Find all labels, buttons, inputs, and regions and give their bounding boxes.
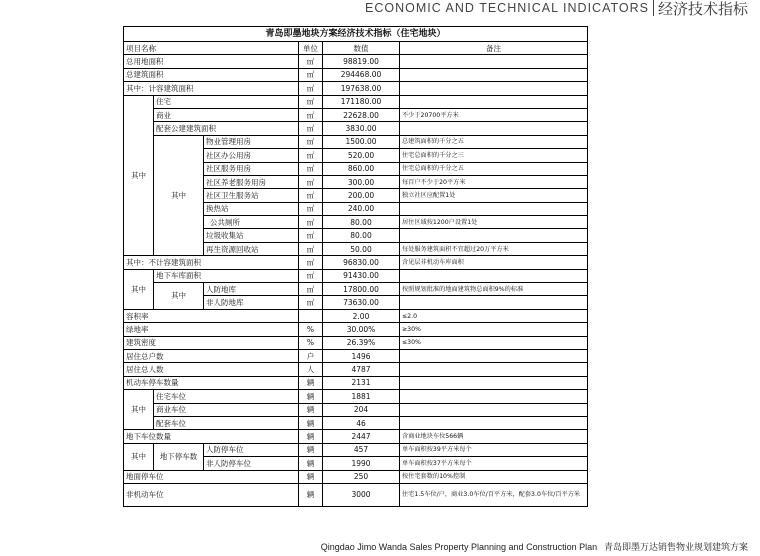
row-value: 457 (323, 443, 400, 456)
row-label: 商业 (154, 108, 299, 121)
row-value: 80.00 (323, 229, 400, 242)
table-header-row (124, 42, 588, 55)
row-value: 73630.00 (323, 296, 400, 309)
row-label: 总建筑面积 (124, 68, 299, 81)
row-label: 社区卫生服务站 (204, 189, 299, 202)
row-unit: ㎡ (299, 82, 323, 95)
row-unit: 辆 (299, 403, 323, 416)
row-value: 26.39% (323, 336, 400, 349)
row-note (400, 349, 588, 362)
row-note (400, 363, 588, 376)
row-unit: ㎡ (299, 162, 323, 175)
row-unit: 辆 (299, 483, 323, 506)
row-unit: ㎡ (299, 55, 323, 68)
table-row (124, 483, 588, 506)
row-value: 50.00 (323, 242, 400, 255)
row-label: 其中：计容建筑面积 (124, 82, 299, 95)
row-label: 配套车位 (154, 416, 299, 429)
row-note (400, 122, 588, 135)
table-row (124, 68, 588, 81)
row-note: 住宅总面积的千分之五 (400, 162, 588, 175)
row-value: 1500.00 (323, 135, 400, 148)
table-row (124, 323, 588, 336)
row-value: 2447 (323, 430, 400, 443)
row-note (400, 296, 588, 309)
row-value: 80.00 (323, 216, 400, 229)
indicators-table (123, 26, 588, 507)
subgroup-label-qizhong: 其中 (154, 283, 204, 310)
row-label: 配套公建建筑面积 (154, 122, 299, 135)
row-note (400, 269, 588, 282)
row-unit: ㎡ (299, 242, 323, 255)
header-item: 项目名称 (124, 42, 299, 55)
row-label: 社区养老服务用房 (204, 175, 299, 188)
table-row (124, 390, 588, 403)
row-note: 住宅总面积的千分之三 (400, 149, 588, 162)
table-title-row (124, 27, 588, 42)
row-note (400, 376, 588, 389)
table-row (124, 122, 588, 135)
row-label: 地下车位数量 (124, 430, 299, 443)
row-unit: 辆 (299, 443, 323, 456)
row-label: 居住总户数 (124, 349, 299, 362)
row-value: 171180.00 (323, 95, 400, 108)
header-title-cn: 经济技术指标 (657, 0, 748, 18)
header-value: 数值 (323, 42, 400, 55)
row-unit: 辆 (299, 376, 323, 389)
table-row (124, 430, 588, 443)
table-row (124, 256, 588, 269)
page-footer (321, 540, 748, 553)
row-label: 换热站 (204, 202, 299, 215)
row-unit: 户 (299, 349, 323, 362)
row-value: 860.00 (323, 162, 400, 175)
table-row (124, 135, 588, 148)
row-label: 住宅车位 (154, 390, 299, 403)
table-row (124, 349, 588, 362)
header-divider (653, 0, 654, 16)
row-value: 3000 (323, 483, 400, 506)
row-unit: 辆 (299, 457, 323, 470)
row-label: 非人防地库 (204, 296, 299, 309)
row-value: 520.00 (323, 149, 400, 162)
row-note: 单车面积按39平方米每个 (400, 443, 588, 456)
row-value: 30.00% (323, 323, 400, 336)
footer-text-cn: 青岛即墨万达销售物业规划建筑方案 (603, 543, 748, 553)
row-value: 22628.00 (323, 108, 400, 121)
row-unit: ㎡ (299, 175, 323, 188)
row-value: 204 (323, 403, 400, 416)
table-row (124, 363, 588, 376)
row-value: 3830.00 (323, 122, 400, 135)
row-label: 商业车位 (154, 403, 299, 416)
row-label: 公共厕所 (204, 216, 299, 229)
row-value: 46 (323, 416, 400, 429)
row-label: 总用地面积 (124, 55, 299, 68)
page-header (365, 0, 748, 18)
row-unit: 辆 (299, 416, 323, 429)
row-label: 绿地率 (124, 323, 299, 336)
row-note (400, 82, 588, 95)
row-label: 非人防停车位 (204, 457, 299, 470)
table-row (124, 470, 588, 483)
row-label: 社区办公用房 (204, 149, 299, 162)
row-label: 非机动车位 (124, 483, 299, 506)
row-note: ≤2.0 (400, 309, 588, 322)
table-row (124, 283, 588, 296)
row-note (400, 55, 588, 68)
row-label: 物业管理用房 (204, 135, 299, 148)
row-value: 294468.00 (323, 68, 400, 81)
row-unit: ㎡ (299, 202, 323, 215)
row-note (400, 95, 588, 108)
table-row (124, 336, 588, 349)
row-note: 每处服务建筑面积不宜超过20万平方米 (400, 242, 588, 255)
row-label: 地面停车位 (124, 470, 299, 483)
row-note (400, 202, 588, 215)
row-note: ≤30% (400, 336, 588, 349)
row-unit: 辆 (299, 470, 323, 483)
row-unit: % (299, 323, 323, 336)
row-value: 250 (323, 470, 400, 483)
table-row (124, 416, 588, 429)
table-row (124, 403, 588, 416)
row-note: ≥30% (400, 323, 588, 336)
row-unit: ㎡ (299, 122, 323, 135)
table-row (124, 95, 588, 108)
row-value: 2.00 (323, 309, 400, 322)
table-title: 青岛即墨地块方案经济技术指标（住宅地块） (124, 27, 588, 42)
row-unit: ㎡ (299, 216, 323, 229)
table-row (124, 108, 588, 121)
row-unit: 辆 (299, 430, 323, 443)
table-row (124, 443, 588, 456)
row-note (400, 229, 588, 242)
row-note: 独立社区应配置1处 (400, 189, 588, 202)
row-label: 建筑密度 (124, 336, 299, 349)
row-label: 居住总人数 (124, 363, 299, 376)
row-unit: ㎡ (299, 68, 323, 81)
row-unit: ㎡ (299, 269, 323, 282)
row-note: 居住区域按1200户设置1处 (400, 216, 588, 229)
row-unit: ㎡ (299, 95, 323, 108)
row-value: 197638.00 (323, 82, 400, 95)
subgroup-label-qizhong: 其中 (154, 135, 204, 256)
row-unit: ㎡ (299, 229, 323, 242)
row-note: 按住宅套数的10%控制 (400, 470, 588, 483)
row-note (400, 390, 588, 403)
row-note: 住宅1.5车位/户，商业3.0车位/百平方米，配套3.0车位/百平方米 (400, 483, 588, 506)
group-label-qizhong: 其中 (124, 443, 154, 470)
group-label-qizhong: 其中 (124, 390, 154, 430)
row-unit: 辆 (299, 390, 323, 403)
header-title-en: ECONOMIC AND TECHNICAL INDICATORS (365, 1, 649, 15)
row-value: 240.00 (323, 202, 400, 215)
row-value: 1881 (323, 390, 400, 403)
row-label: 社区服务用房 (204, 162, 299, 175)
table-row (124, 309, 588, 322)
row-unit: ㎡ (299, 296, 323, 309)
row-label: 机动车停车数量 (124, 376, 299, 389)
table-row (124, 55, 588, 68)
row-value: 2131 (323, 376, 400, 389)
row-note: 每百户不少于20平方米 (400, 175, 588, 188)
row-note (400, 403, 588, 416)
footer-text-en: Qingdao Jimo Wanda Sales Property Planning and Construction Plan (320, 542, 598, 552)
row-note: 含见层非机动车库面积 (400, 256, 588, 269)
row-value: 4787 (323, 363, 400, 376)
row-value: 200.00 (323, 189, 400, 202)
row-value: 1990 (323, 457, 400, 470)
row-unit (299, 309, 323, 322)
row-unit: ㎡ (299, 108, 323, 121)
header-note: 备注 (400, 42, 588, 55)
row-value: 17800.00 (323, 283, 400, 296)
row-value: 300.00 (323, 175, 400, 188)
row-note: 单车面积按37平方米每个 (400, 457, 588, 470)
row-unit: ㎡ (299, 135, 323, 148)
row-note: 不少于20700平方米 (400, 108, 588, 121)
row-value: 1496 (323, 349, 400, 362)
group-label-qizhong: 其中 (124, 269, 154, 309)
row-unit: ㎡ (299, 189, 323, 202)
row-label: 人防停车位 (204, 443, 299, 456)
table-row (124, 376, 588, 389)
row-label: 人防地库 (204, 283, 299, 296)
row-unit: ㎡ (299, 256, 323, 269)
table-row (124, 82, 588, 95)
row-value: 98819.00 (323, 55, 400, 68)
row-note: 按照规划批准的地面建筑物总面积9%的标准 (400, 283, 588, 296)
row-label: 容积率 (124, 309, 299, 322)
row-note (400, 416, 588, 429)
group-label-qizhong: 其中 (124, 95, 154, 256)
table-row (124, 269, 588, 282)
row-label: 地下车库面积 (154, 269, 299, 282)
row-unit: ㎡ (299, 149, 323, 162)
row-label: 其中：不计容建筑面积 (124, 256, 299, 269)
row-unit: % (299, 336, 323, 349)
row-value: 96830.00 (323, 256, 400, 269)
row-value: 91430.00 (323, 269, 400, 282)
row-label: 住宅 (154, 95, 299, 108)
subgroup-label-underground-parking: 地下停车数 (154, 443, 204, 470)
row-unit: ㎡ (299, 283, 323, 296)
row-note: 含商业地块车位566辆 (400, 430, 588, 443)
row-note: 总建筑面积的千分之五 (400, 135, 588, 148)
header-unit: 单位 (299, 42, 323, 55)
row-unit: 人 (299, 363, 323, 376)
row-label: 再生资源回收站 (204, 242, 299, 255)
row-label: 垃圾收集站 (204, 229, 299, 242)
row-note (400, 68, 588, 81)
